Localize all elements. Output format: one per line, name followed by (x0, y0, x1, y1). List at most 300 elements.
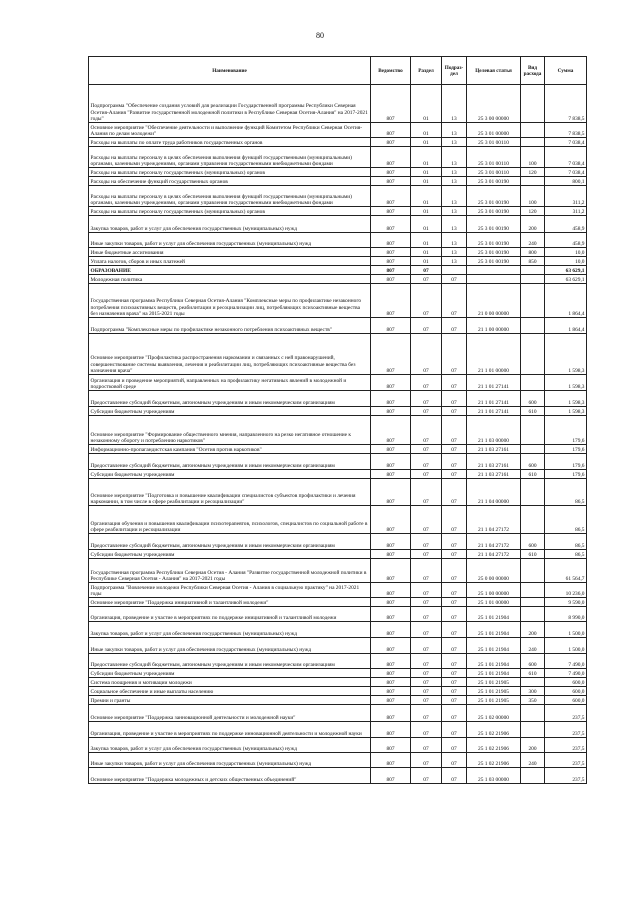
row-department: 807 (371, 678, 411, 687)
row-name: Иные закупки товаров, работ и услуг для обеспечения государственных (муниципальных) нужд (89, 233, 371, 248)
row-department: 807 (371, 768, 411, 784)
row-amount: 237,5 (545, 722, 587, 738)
row-department: 807 (371, 416, 411, 445)
row-department: 807 (371, 275, 411, 284)
row-name: Основное мероприятие "Поддержка молодежных и детских общественных объединений" (89, 768, 371, 784)
row-amount: 1 598,3 (545, 334, 587, 375)
row-name: Организация обучения и повышения квалификации психотерапевтов, психологов, специалистов по социальной работе в сфере реабилитации и ресоциализации (89, 506, 371, 534)
row-name: ОБРАЗОВАНИЕ (89, 266, 371, 275)
row-target-article: 25 1 01 21905 (467, 696, 521, 705)
table-row (89, 257, 587, 266)
row-department: 807 (371, 138, 411, 147)
row-section: 07 (411, 654, 442, 669)
row-name: Подпрограмма "Вовлечение молодежи Республики Северная Осетия - Алания в социальную практику" на 2017-2021 годы (89, 583, 371, 598)
row-amount: 600,0 (545, 696, 587, 705)
row-expense-type: 240 (521, 753, 545, 768)
row-section: 01 (411, 248, 442, 257)
row-target-article: 25 1 01 21904 (467, 607, 521, 622)
row-department: 807 (371, 550, 411, 559)
table-row (89, 598, 587, 607)
row-target-article: 25 1 03 00000 (467, 768, 521, 784)
row-section: 07 (411, 470, 442, 479)
row-name: Подпрограмма "Обеспечение создания условий для реализации Государственной программы Республики Северная Осетия-Алания "Развитие государственной молодежной политики в Республике Северная Осетия-Алания" на 2017-2021 годы" (89, 85, 371, 123)
row-department: 807 (371, 622, 411, 638)
row-amount: 10,0 (545, 248, 587, 257)
table-row (89, 705, 587, 722)
row-subsection: 13 (442, 177, 467, 186)
row-target-article: 25 1 01 21905 (467, 687, 521, 696)
row-amount: 7 038,4 (545, 138, 587, 147)
row-expense-type (521, 177, 545, 186)
row-expense-type (521, 678, 545, 687)
row-target-article: 21 1 00 00000 (467, 318, 521, 334)
row-department: 807 (371, 123, 411, 138)
row-expense-type: 600 (521, 391, 545, 407)
row-expense-type: 120 (521, 207, 545, 216)
row-subsection: 07 (442, 407, 467, 416)
table-row (89, 583, 587, 598)
row-department: 807 (371, 607, 411, 622)
row-name: Субсидии бюджетным учреждениям (89, 407, 371, 416)
table-row (89, 334, 587, 375)
row-amount: 1 598,3 (545, 391, 587, 407)
row-section: 07 (411, 638, 442, 654)
row-amount: 86,5 (545, 550, 587, 559)
row-target-article: 25 1 01 21905 (467, 678, 521, 687)
budget-table (88, 56, 587, 784)
row-subsection: 07 (442, 738, 467, 753)
row-name: Основное мероприятие "Поддержка занновационной деятельности и молодежной науки" (89, 705, 371, 722)
table-row (89, 738, 587, 753)
table-row (89, 479, 587, 506)
row-amount: 10 236,0 (545, 583, 587, 598)
row-section: 07 (411, 479, 442, 506)
row-subsection: 07 (442, 654, 467, 669)
row-target-article: 25 1 00 00000 (467, 583, 521, 598)
row-subsection: 07 (442, 445, 467, 454)
row-target-article: 25 3 00 00000 (467, 85, 521, 123)
row-expense-type: 300 (521, 687, 545, 696)
row-department: 807 (371, 147, 411, 168)
row-name: Основное мероприятие "Поддержка инициативной и талантливой молодежи" (89, 598, 371, 607)
row-name: Система поощрения и мотивации молодежи (89, 678, 371, 687)
row-department: 807 (371, 375, 411, 391)
row-amount: 9 590,0 (545, 598, 587, 607)
row-subsection: 13 (442, 123, 467, 138)
row-subsection: 13 (442, 233, 467, 248)
row-subsection: 13 (442, 248, 467, 257)
row-department: 807 (371, 284, 411, 318)
row-department: 807 (371, 669, 411, 678)
row-target-article: 25 3 01 00190 (467, 248, 521, 257)
row-subsection: 07 (442, 705, 467, 722)
row-subsection (442, 266, 467, 275)
row-amount: 86,5 (545, 534, 587, 550)
table-row (89, 696, 587, 705)
row-subsection: 07 (442, 753, 467, 768)
table-row (89, 207, 587, 216)
row-name: Предоставление субсидий бюджетным, автономным учреждениям и иным некоммерческим организациям (89, 391, 371, 407)
table-row (89, 416, 587, 445)
row-name: Иные закупки товаров, работ и услуг для обеспечения государственных (муниципальных) нужд (89, 638, 371, 654)
row-amount: 311,2 (545, 186, 587, 207)
row-department: 807 (371, 186, 411, 207)
row-section: 07 (411, 722, 442, 738)
row-amount: 8 990,0 (545, 607, 587, 622)
row-section: 01 (411, 177, 442, 186)
page-number: 80 (316, 31, 324, 40)
row-name: Расходы на обеспечение функций государственных органов (89, 177, 371, 186)
row-expense-type: 200 (521, 738, 545, 753)
table-row (89, 233, 587, 248)
row-name: Закупка товаров, работ и услуг для обеспечения государственных (муниципальных) нужд (89, 216, 371, 233)
row-target-article: 21 1 03 27161 (467, 470, 521, 479)
row-subsection: 13 (442, 138, 467, 147)
row-section: 07 (411, 318, 442, 334)
row-department: 807 (371, 654, 411, 669)
row-amount: 7 038,4 (545, 168, 587, 177)
row-amount: 1 500,0 (545, 638, 587, 654)
row-amount: 237,5 (545, 753, 587, 768)
row-target-article (467, 275, 521, 284)
row-target-article: 21 1 01 00000 (467, 334, 521, 375)
row-section: 07 (411, 266, 442, 275)
row-department: 807 (371, 722, 411, 738)
table-row (89, 216, 587, 233)
row-subsection: 07 (442, 479, 467, 506)
row-department: 807 (371, 687, 411, 696)
row-name: Закупка товаров, работ и услуг для обеспечения государственных (муниципальных) нужд (89, 622, 371, 638)
row-department: 807 (371, 454, 411, 470)
table-row (89, 177, 587, 186)
row-department: 807 (371, 248, 411, 257)
row-section: 01 (411, 207, 442, 216)
row-expense-type (521, 138, 545, 147)
row-expense-type: 850 (521, 257, 545, 266)
table-row (89, 168, 587, 177)
row-department: 807 (371, 696, 411, 705)
row-expense-type: 610 (521, 470, 545, 479)
header-expense-type: Вид расхода (521, 57, 545, 85)
table-body (89, 85, 587, 784)
row-expense-type (521, 275, 545, 284)
row-subsection: 07 (442, 768, 467, 784)
row-name: Основное мероприятие "Подготовка и повышение квалификации специалистов субъектов профилактики и лечения наркомании, в том числе в сфере реабилитации и ресоциализации" (89, 479, 371, 506)
row-target-article: 25 1 01 21904 (467, 638, 521, 654)
row-amount: 179,6 (545, 470, 587, 479)
row-name: Государственная программа Республики Северная Осетия-Алания "Комплексные меры по профилактике незаконного потребления психоактивных веществ, реабилитации и ресоциализации лиц, потребляющих психоактивные вещества без назначения врача" на 2015-2021 годы (89, 284, 371, 318)
row-target-article: 25 3 01 00110 (467, 168, 521, 177)
row-expense-type: 200 (521, 216, 545, 233)
header-amount: Сумма (545, 57, 587, 85)
row-subsection: 07 (442, 534, 467, 550)
row-amount: 600,0 (545, 687, 587, 696)
table-row (89, 622, 587, 638)
row-section: 07 (411, 705, 442, 722)
row-section: 07 (411, 559, 442, 583)
row-target-article: 21 1 01 27141 (467, 407, 521, 416)
table-row (89, 506, 587, 534)
table-row (89, 375, 587, 391)
row-section: 01 (411, 257, 442, 266)
row-target-article: 25 3 01 00190 (467, 207, 521, 216)
row-target-article: 25 3 01 00190 (467, 186, 521, 207)
row-name: Субсидии бюджетным учреждениям (89, 550, 371, 559)
row-expense-type (521, 607, 545, 622)
row-expense-type: 200 (521, 622, 545, 638)
row-section: 07 (411, 407, 442, 416)
row-expense-type (521, 334, 545, 375)
row-subsection: 13 (442, 85, 467, 123)
row-section: 07 (411, 334, 442, 375)
table-row (89, 266, 587, 275)
row-department: 807 (371, 168, 411, 177)
row-target-article: 25 1 01 00000 (467, 598, 521, 607)
row-amount: 7 838,5 (545, 85, 587, 123)
row-expense-type: 610 (521, 407, 545, 416)
row-amount: 179,6 (545, 445, 587, 454)
row-section: 07 (411, 284, 442, 318)
row-expense-type (521, 479, 545, 506)
table-row (89, 534, 587, 550)
row-section: 07 (411, 534, 442, 550)
row-amount: 63 629,1 (545, 266, 587, 275)
row-department: 807 (371, 638, 411, 654)
table-row (89, 445, 587, 454)
row-section: 07 (411, 454, 442, 470)
row-name: Субсидии бюджетным учреждениям (89, 470, 371, 479)
row-target-article: 21 1 04 27172 (467, 550, 521, 559)
row-subsection: 07 (442, 334, 467, 375)
row-subsection: 07 (442, 559, 467, 583)
row-subsection: 07 (442, 506, 467, 534)
row-name: Основное мероприятие "Обеспечение деятельности и выполнение функций Комитетом Республики Северная Осетия-Алания по делам молодежи" (89, 123, 371, 138)
row-expense-type: 610 (521, 669, 545, 678)
row-section: 07 (411, 768, 442, 784)
row-amount: 179,6 (545, 416, 587, 445)
row-name: Государственная программа Республики Северная Осетия - Алания "Развитие государственной молодежной политики в Республике Северная Осетия - Алания" на 2017-2021 годы (89, 559, 371, 583)
row-expense-type (521, 284, 545, 318)
row-expense-type (521, 123, 545, 138)
row-subsection: 07 (442, 470, 467, 479)
row-section: 07 (411, 607, 442, 622)
row-department: 807 (371, 233, 411, 248)
row-expense-type (521, 559, 545, 583)
row-subsection: 07 (442, 687, 467, 696)
row-expense-type (521, 598, 545, 607)
row-name: Подпрограмма "Комплексные меры по профилактике незаконного потребления психоактивных веществ" (89, 318, 371, 334)
table-row (89, 147, 587, 168)
row-name: Предоставление субсидий бюджетным, автономным учреждениям и иным некоммерческим организациям (89, 534, 371, 550)
row-target-article: 21 1 03 27161 (467, 454, 521, 470)
row-expense-type: 600 (521, 454, 545, 470)
row-department: 807 (371, 257, 411, 266)
row-expense-type (521, 445, 545, 454)
row-amount: 86,5 (545, 506, 587, 534)
row-subsection: 13 (442, 168, 467, 177)
row-subsection: 07 (442, 454, 467, 470)
row-target-article: 25 0 00 00000 (467, 559, 521, 583)
row-section: 01 (411, 216, 442, 233)
row-subsection: 13 (442, 257, 467, 266)
table-row (89, 454, 587, 470)
row-department: 807 (371, 334, 411, 375)
row-section: 07 (411, 669, 442, 678)
row-subsection: 07 (442, 416, 467, 445)
header-department: Ведомство (371, 57, 411, 85)
row-department: 807 (371, 506, 411, 534)
row-section: 07 (411, 416, 442, 445)
table-row (89, 470, 587, 479)
row-amount: 1 864,4 (545, 318, 587, 334)
row-amount: 7 838,5 (545, 123, 587, 138)
table-row (89, 318, 587, 334)
row-subsection: 07 (442, 583, 467, 598)
row-target-article: 25 1 02 21906 (467, 738, 521, 753)
row-subsection: 07 (442, 638, 467, 654)
row-amount: 237,5 (545, 705, 587, 722)
row-name: Премии и гранты (89, 696, 371, 705)
row-subsection: 07 (442, 275, 467, 284)
row-expense-type: 100 (521, 147, 545, 168)
row-subsection: 13 (442, 186, 467, 207)
row-name: Иные закупки товаров, работ и услуг для обеспечения государственных (муниципальных) нужд (89, 753, 371, 768)
row-name: Расходы на выплаты персоналу в целях обеспечения выполнения функций государственными (муниципальными) органами, казенными учреждениями, органами управления государственными внебюджетными фондами (89, 147, 371, 168)
row-name: Основное мероприятие "Профилактика распространения наркомании и связанных с ней правонарушений, совершенствование системы выявления, лечения и реабилитации лиц, потребляющих психоактивные вещества без назначения врача" (89, 334, 371, 375)
row-amount: 600,0 (545, 678, 587, 687)
row-subsection: 07 (442, 391, 467, 407)
row-amount: 7 038,4 (545, 147, 587, 168)
row-section: 01 (411, 123, 442, 138)
row-amount: 7 490,0 (545, 669, 587, 678)
row-section: 07 (411, 696, 442, 705)
row-subsection: 07 (442, 598, 467, 607)
row-name: Расходы на выплаты по оплате труда работников государственных органов (89, 138, 371, 147)
row-subsection: 07 (442, 284, 467, 318)
row-section: 07 (411, 391, 442, 407)
row-subsection: 07 (442, 375, 467, 391)
row-amount: 1 598,3 (545, 375, 587, 391)
row-expense-type: 800 (521, 248, 545, 257)
row-section: 07 (411, 598, 442, 607)
row-amount: 458,9 (545, 216, 587, 233)
row-target-article: 25 3 01 00190 (467, 177, 521, 186)
row-amount: 1 598,3 (545, 407, 587, 416)
row-expense-type: 100 (521, 186, 545, 207)
row-section: 07 (411, 687, 442, 696)
table-row (89, 638, 587, 654)
row-expense-type: 120 (521, 168, 545, 177)
table-row (89, 654, 587, 669)
row-expense-type (521, 768, 545, 784)
table-row (89, 407, 587, 416)
row-section: 01 (411, 147, 442, 168)
row-name: Иные бюджетные ассигнования (89, 248, 371, 257)
row-department: 807 (371, 177, 411, 186)
row-section: 07 (411, 738, 442, 753)
row-target-article: 25 1 02 21906 (467, 753, 521, 768)
row-section: 01 (411, 186, 442, 207)
row-name: Расходы на выплаты персоналу государственных (муниципальных) органов (89, 168, 371, 177)
row-target-article: 25 1 01 21904 (467, 654, 521, 669)
row-expense-type: 240 (521, 233, 545, 248)
row-section: 07 (411, 753, 442, 768)
row-department: 807 (371, 207, 411, 216)
table-row (89, 138, 587, 147)
row-name: Организация, проведение и участие в мероприятиях по поддержке инициативной и талантливой молодежи (89, 607, 371, 622)
row-department: 807 (371, 598, 411, 607)
row-subsection: 07 (442, 318, 467, 334)
table-row (89, 248, 587, 257)
row-target-article: 25 3 01 00190 (467, 216, 521, 233)
row-name: Расходы на выплаты персоналу в целях обеспечения выполнения функций государственными (муниципальными) органами, казенными учреждениями, органами управления государственными внебюджетными фондами (89, 186, 371, 207)
row-name: Основное мероприятие "Формирование общественного мнения, направленного на резко негативное отношение к незаконному обороту и потреблению наркотиков" (89, 416, 371, 445)
row-expense-type (521, 583, 545, 598)
row-section: 07 (411, 583, 442, 598)
table-row (89, 607, 587, 622)
row-amount: 458,9 (545, 233, 587, 248)
row-department: 807 (371, 266, 411, 275)
row-department: 807 (371, 583, 411, 598)
row-name: Информационно-пропагандистская кампания "Осетия против наркотиков" (89, 445, 371, 454)
row-target-article: 21 1 03 00000 (467, 416, 521, 445)
row-department: 807 (371, 318, 411, 334)
row-subsection: 07 (442, 678, 467, 687)
row-section: 01 (411, 168, 442, 177)
table-row (89, 669, 587, 678)
row-subsection: 07 (442, 696, 467, 705)
row-name: Предоставление субсидий бюджетным, автономным учреждениям и иным некоммерческим организациям (89, 654, 371, 669)
row-department: 807 (371, 753, 411, 768)
row-expense-type: 600 (521, 534, 545, 550)
row-target-article: 21 1 03 27161 (467, 445, 521, 454)
row-name: Закупка товаров, работ и услуг для обеспечения государственных (муниципальных) нужд (89, 738, 371, 753)
header-name: Наименование (89, 57, 371, 85)
row-section: 07 (411, 275, 442, 284)
header-subsection: Подраз-дел (442, 57, 467, 85)
table-row (89, 722, 587, 738)
row-amount: 10,0 (545, 257, 587, 266)
row-expense-type (521, 506, 545, 534)
row-department: 807 (371, 85, 411, 123)
row-amount: 179,6 (545, 454, 587, 470)
row-target-article: 25 1 02 21906 (467, 722, 521, 738)
row-target-article (467, 266, 521, 275)
row-target-article: 25 3 01 00110 (467, 138, 521, 147)
table-row (89, 391, 587, 407)
row-subsection: 07 (442, 722, 467, 738)
row-target-article: 21 1 01 27141 (467, 375, 521, 391)
row-subsection: 07 (442, 550, 467, 559)
row-target-article: 21 1 04 00000 (467, 479, 521, 506)
row-name: Молодежная политика (89, 275, 371, 284)
row-target-article: 25 1 01 21904 (467, 622, 521, 638)
row-section: 07 (411, 506, 442, 534)
row-expense-type: 350 (521, 696, 545, 705)
table-row (89, 123, 587, 138)
row-name: Предоставление субсидий бюджетным, автономным учреждениям и иным некоммерческим организациям (89, 454, 371, 470)
row-expense-type (521, 266, 545, 275)
row-subsection: 13 (442, 147, 467, 168)
row-department: 807 (371, 479, 411, 506)
row-target-article: 25 3 01 00110 (467, 147, 521, 168)
row-department: 807 (371, 705, 411, 722)
table-row (89, 687, 587, 696)
row-expense-type (521, 705, 545, 722)
row-target-article: 25 1 02 00000 (467, 705, 521, 722)
row-expense-type: 240 (521, 638, 545, 654)
row-name: Организация, проведение и участие в мероприятиях по поддержке инновационной деятельности и молодежной науки (89, 722, 371, 738)
